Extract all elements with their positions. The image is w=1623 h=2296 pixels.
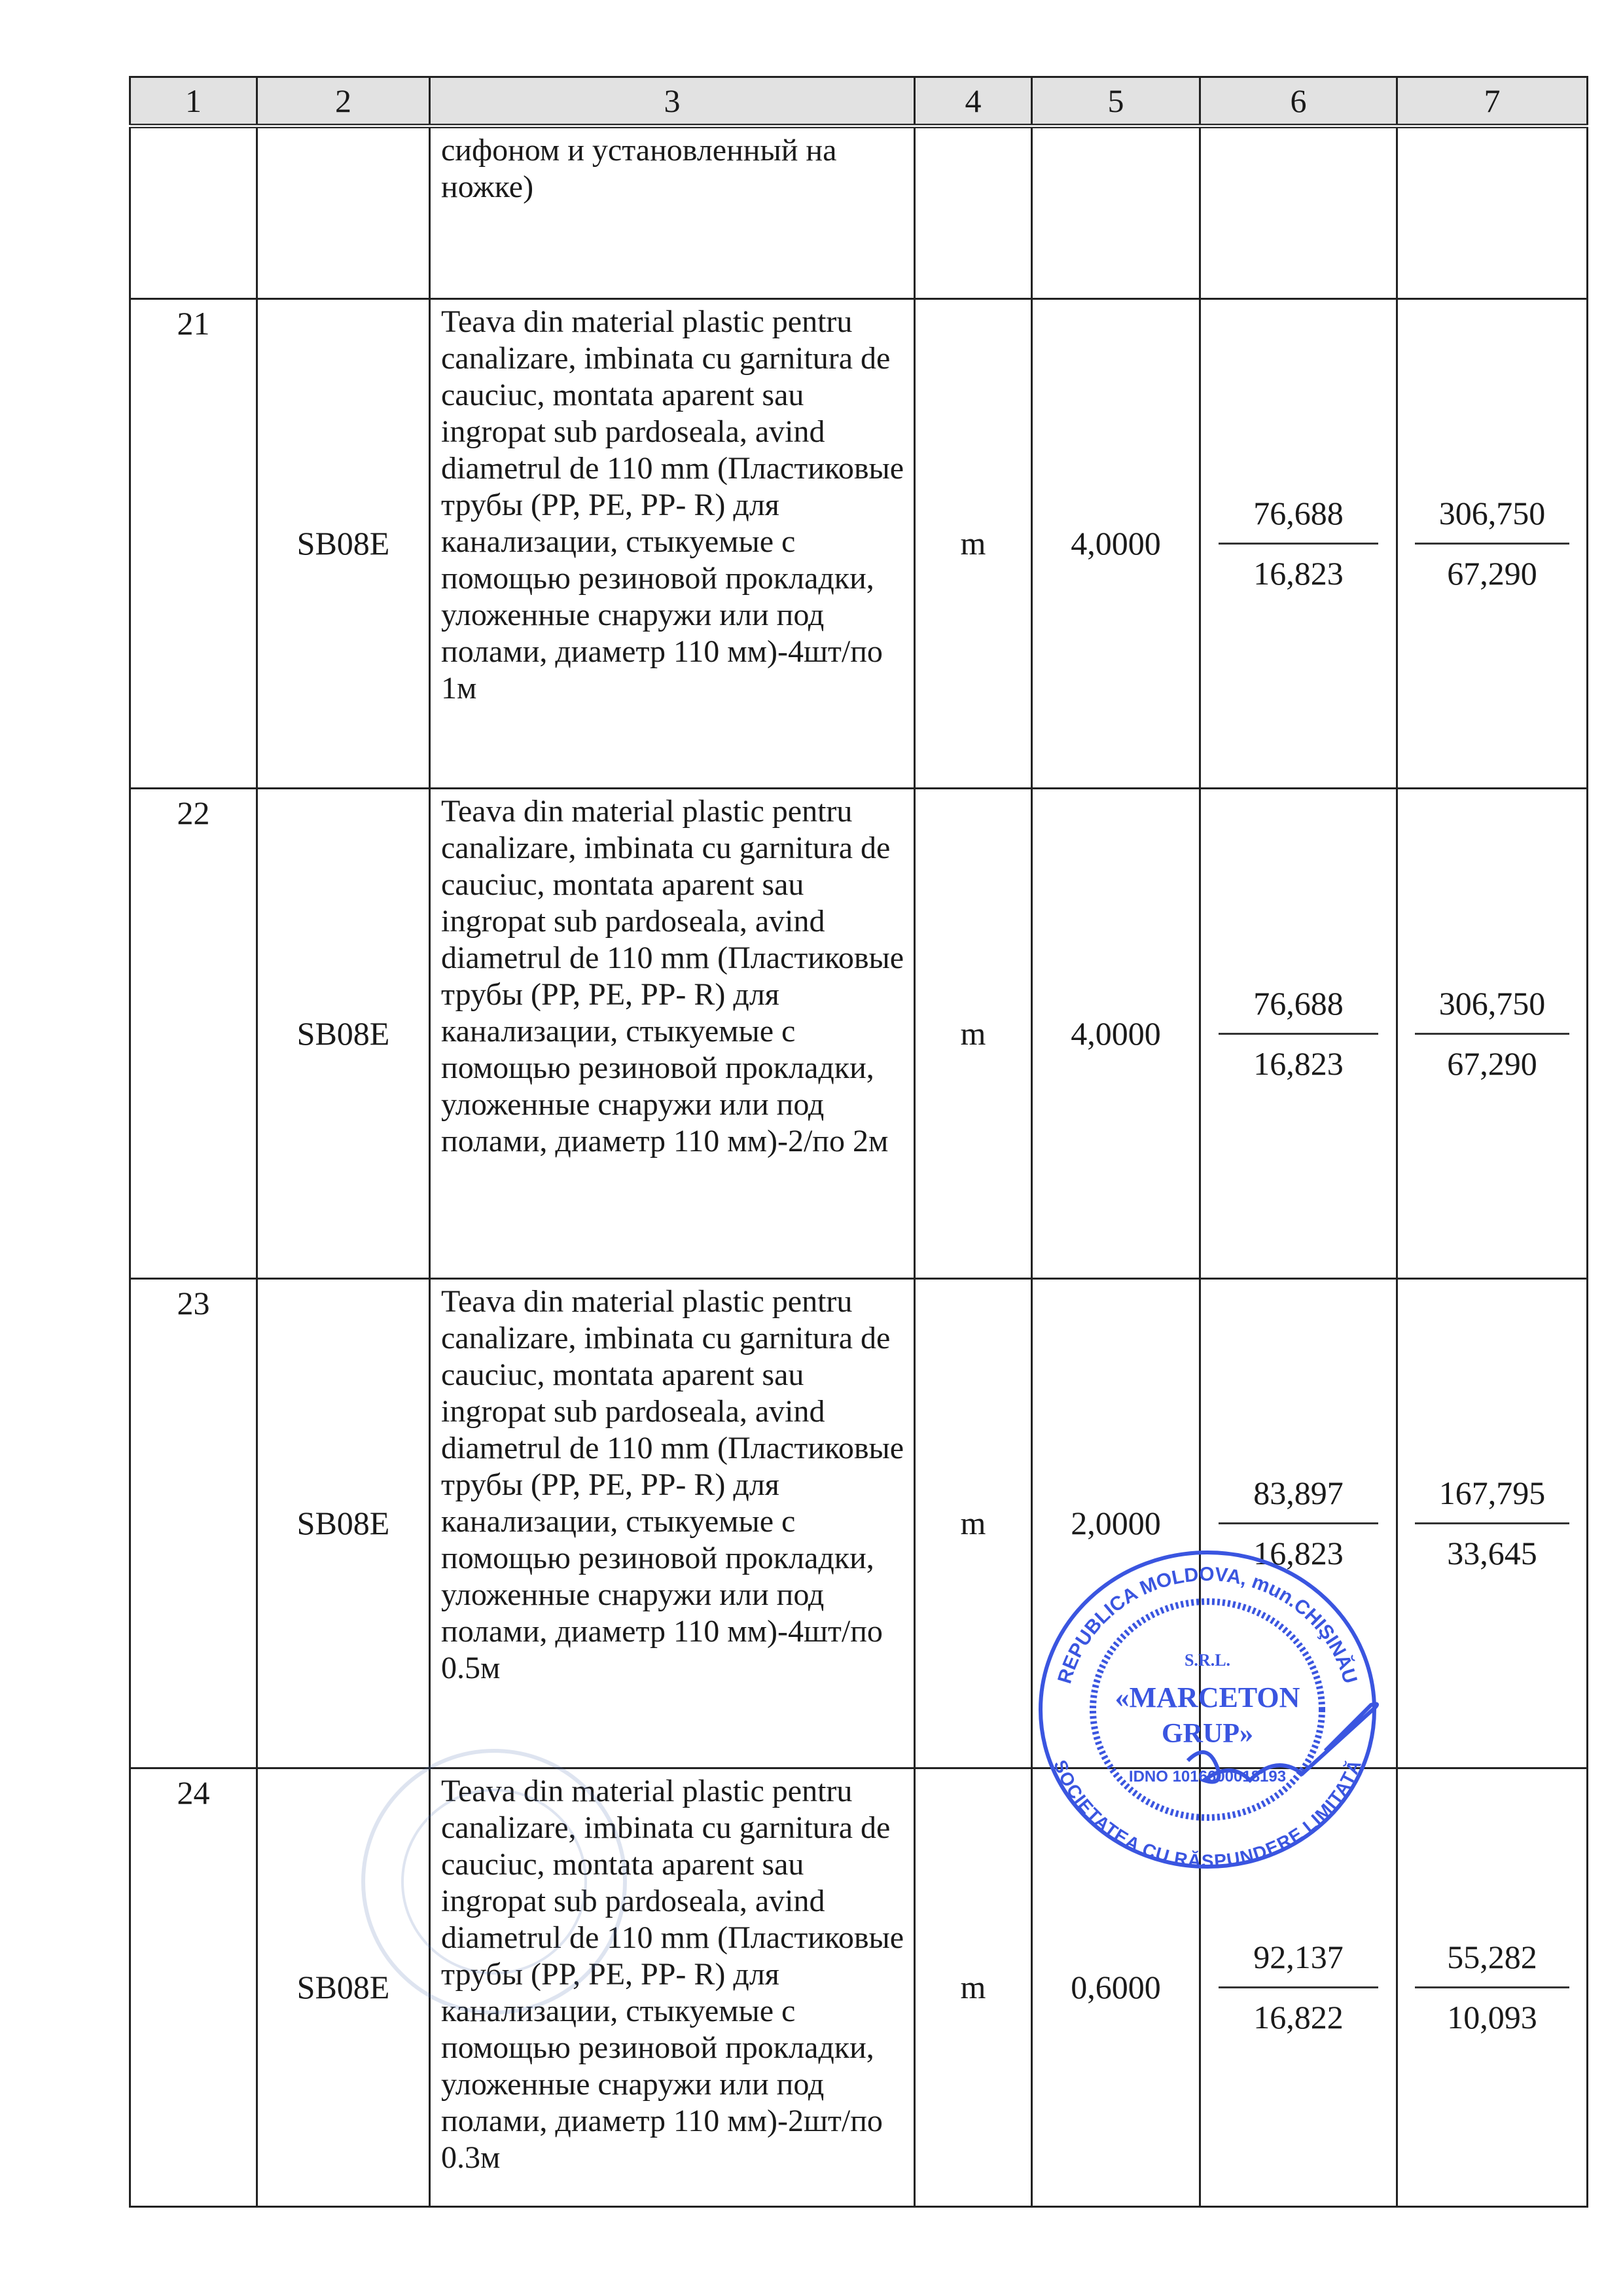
price-fraction (1201, 1939, 1396, 2036)
col-header: 2 (257, 77, 430, 126)
price-cell (1200, 126, 1397, 299)
total-top: 306,750 (1415, 985, 1569, 1035)
total-cell (1397, 126, 1588, 299)
stamp-srl: S.R.L. (1184, 1651, 1231, 1670)
row-number (130, 126, 257, 299)
price-top: 92,137 (1219, 1939, 1378, 1988)
column-number-header (130, 77, 1588, 126)
item-description: Teava din material plastic pentru canalizare, imbinata cu garnitura de cauciuc, montata aparent sau ingropat sub pardoseala, avind diametrul de 110 mm (Пластиковые трубы (PP, PE, PP- R) для канализации, стыкуемые с помощью резиновой прокладки, уложенные снаружи или под полами, диаметр 110 мм)-2шт/по 0.3м (430, 1768, 915, 2207)
item-description: Teava din material plastic pentru canalizare, imbinata cu garnitura de cauciuc, montata aparent sau ingropat sub pardoseala, avind diametrul de 110 mm (Пластиковые трубы (PP, PE, PP- R) для канализации, стыкуемые с помощью резиновой прокладки, уложенные снаружи или под полами, диаметр 110 мм)-2/по 2м (430, 789, 915, 1279)
item-code: SB08E (257, 299, 430, 789)
total-fraction (1398, 495, 1586, 592)
total-bottom: 67,290 (1447, 555, 1537, 592)
faint-stamp (353, 1741, 635, 2022)
table-row (130, 789, 1588, 1279)
total-fraction (1398, 1475, 1586, 1572)
price-bottom: 16,823 (1253, 555, 1344, 592)
total-bottom: 10,093 (1447, 1999, 1537, 2036)
stamp-name: GRUP» (1162, 1719, 1253, 1749)
item-code: SB08E (257, 1279, 430, 1768)
col-header: 4 (915, 77, 1032, 126)
total-cell (1397, 1768, 1588, 2207)
price-bottom: 16,823 (1253, 1045, 1344, 1082)
item-code: SB08E (257, 1768, 430, 2207)
total-bottom: 67,290 (1447, 1045, 1537, 1082)
col-header: 6 (1200, 77, 1397, 126)
total-fraction (1398, 1939, 1586, 2036)
quantity (1032, 126, 1200, 299)
unit: m (915, 299, 1032, 789)
row-number: 22 (130, 789, 257, 1279)
price-cell (1200, 299, 1397, 789)
company-stamp (1011, 1538, 1404, 1878)
total-cell (1397, 789, 1588, 1279)
stamp-outer-top: REPUBLICA MOLDOVA, mun.CHIŞINĂU (1054, 1563, 1361, 1687)
price-bottom: 16,822 (1253, 1999, 1344, 2036)
item-code (257, 126, 430, 299)
quantity: 2,0000 (1032, 1279, 1200, 1768)
unit: m (915, 1279, 1032, 1768)
col-header: 3 (430, 77, 915, 126)
row-number: 23 (130, 1279, 257, 1768)
total-top: 167,795 (1415, 1475, 1569, 1524)
stamp-name: «MARCETON (1115, 1681, 1300, 1713)
row-number: 24 (130, 1768, 257, 2207)
price-top: 76,688 (1219, 495, 1378, 545)
price-cell (1200, 789, 1397, 1279)
total-bottom: 33,645 (1447, 1535, 1537, 1571)
total-fraction (1398, 985, 1586, 1083)
unit: m (915, 789, 1032, 1279)
quantity: 4,0000 (1032, 299, 1200, 789)
table-row (130, 126, 1588, 299)
item-description: Teava din material plastic pentru canalizare, imbinata cu garnitura de cauciuc, montata aparent sau ingropat sub pardoseala, avind diametrul de 110 mm (Пластиковые трубы (PP, PE, PP- R) для канализации, стыкуемые с помощью резиновой прокладки, уложенные снаружи или под полами, диаметр 110 мм)-4шт/по 0.5м (430, 1279, 915, 1768)
unit: m (915, 1768, 1032, 2207)
col-header: 5 (1032, 77, 1200, 126)
quantity: 4,0000 (1032, 789, 1200, 1279)
item-code: SB08E (257, 789, 430, 1279)
price-fraction (1201, 495, 1396, 592)
total-top: 55,282 (1415, 1939, 1569, 1988)
total-cell (1397, 299, 1588, 789)
price-bottom: 16,823 (1253, 1535, 1344, 1571)
item-description: сифоном и установленный на ножке) (430, 126, 915, 299)
total-top: 306,750 (1415, 495, 1569, 545)
price-fraction (1201, 985, 1396, 1083)
table-row (130, 299, 1588, 789)
item-description: Teava din material plastic pentru canalizare, imbinata cu garnitura de cauciuc, montata aparent sau ingropat sub pardoseala, avind diametrul de 110 mm (Пластиковые трубы (PP, PE, PP- R) для канализации, стыкуемые с помощью резиновой прокладки, уложенные снаружи или под полами, диаметр 110 мм)-4шт/по 1м (430, 299, 915, 789)
col-header: 1 (130, 77, 257, 126)
estimate-table (129, 76, 1588, 2208)
price-top: 83,897 (1219, 1475, 1378, 1524)
total-cell (1397, 1279, 1588, 1768)
price-top: 76,688 (1219, 985, 1378, 1035)
col-header: 7 (1397, 77, 1588, 126)
stamp-idno: IDNO 1016600018193 (1128, 1768, 1287, 1785)
stamp-outer-bottom: SOCIETATEA CU RĂSPUNDERE LIMITATĂ (1050, 1757, 1365, 1872)
quantity: 0,6000 (1032, 1768, 1200, 2207)
unit (915, 126, 1032, 299)
row-number: 21 (130, 299, 257, 789)
